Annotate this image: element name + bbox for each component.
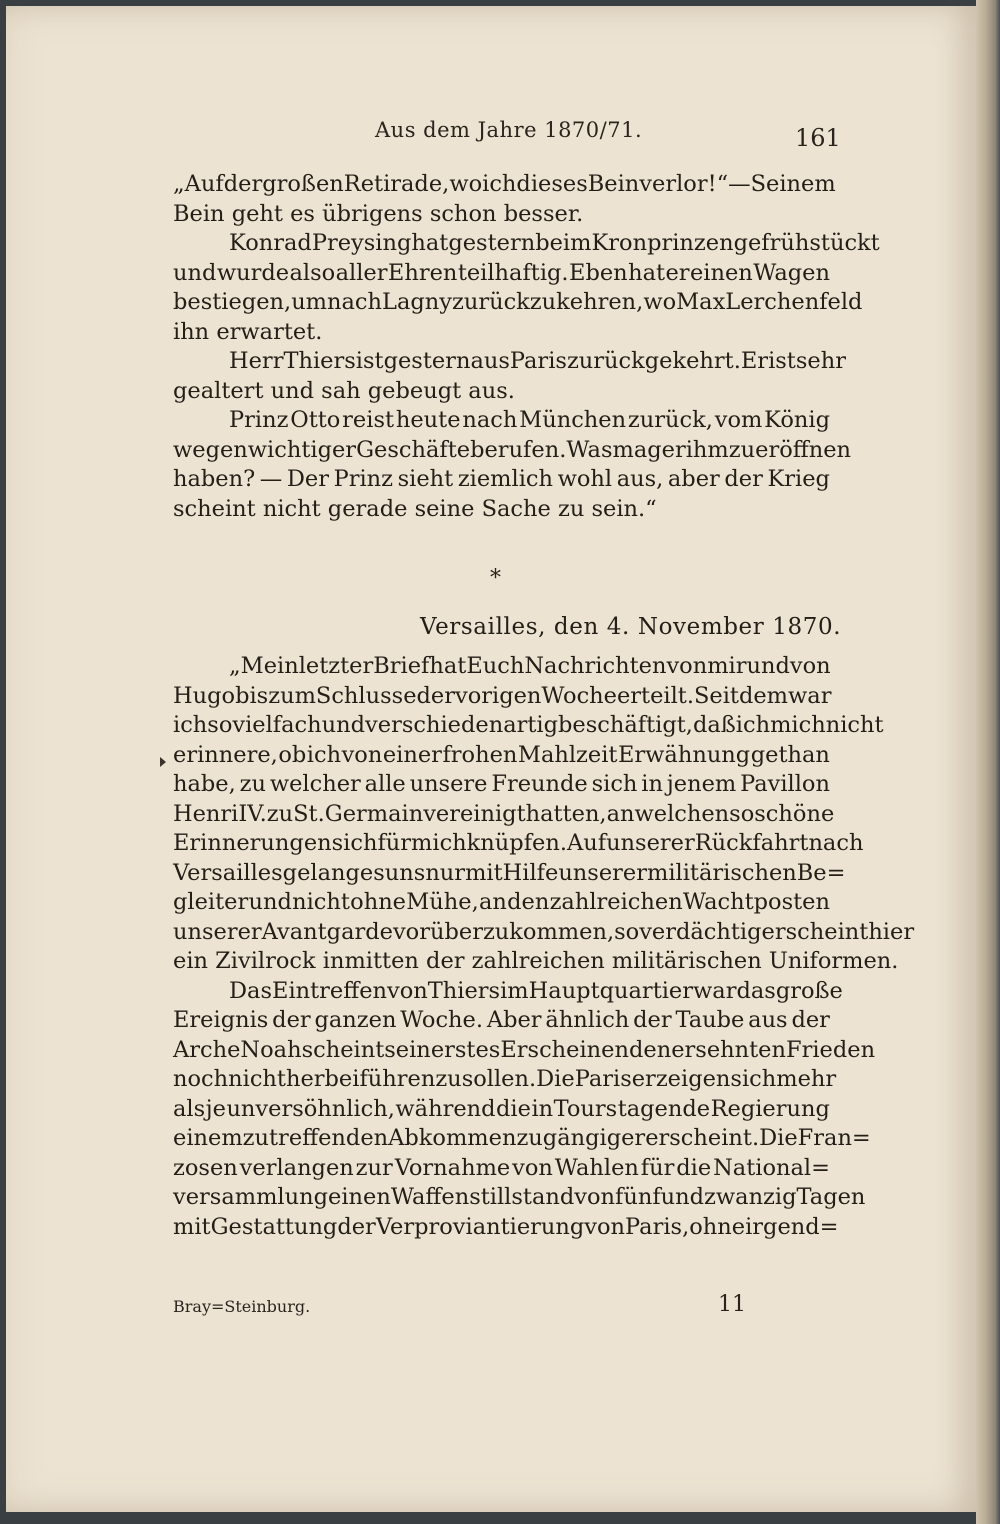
text-line: und wurde also aller Ehren teilhaftig. Eben hat er einen Wagen [173, 259, 830, 286]
text-line: Das Eintreffen von Thiers im Hauptquartier war das große [229, 977, 843, 1004]
text-line: bestiegen, um nach Lagny zurückzukehren, wo Max Lerchenfeld [173, 289, 863, 315]
text-line: versammlung einen Waffenstillstand von fünfundzwanzig Tagen [173, 1184, 866, 1210]
text-line: wegen wichtiger Geschäfte berufen. Was mag er ihm zu eröffnen [173, 436, 852, 463]
page-number: 161 [795, 124, 841, 152]
text-line: Versailles gelang es uns nur mit Hilfe unserer militärischen Be= [173, 859, 846, 886]
text-line: mit Gestattung der Verproviantierung von Paris, ohne irgend= [173, 1213, 839, 1240]
text-line: Konrad Preysing hat gestern beim Kronprinzen gefrühstückt [229, 230, 880, 256]
text-line: als je unversöhnlich, während die in Tours tagende Regierung [173, 1095, 830, 1122]
text-line: Hugo bis zum Schlusse der vorigen Woche erteilt. Seitdem war [173, 682, 832, 709]
running-head: Aus dem Jahre 1870/71. [375, 118, 643, 142]
text-line: Ereignis der ganzen Woche. Aber ähnlich der Taube aus der [173, 1007, 830, 1033]
text-line: habe, zu welcher alle unsere Freunde sich in jenem Pavillon [173, 771, 830, 797]
text-line: Herr Thiers ist gestern aus Paris zurückgekehrt. Er ist sehr [229, 348, 846, 374]
text-line: Erinnerungen sich für mich knüpfen. Auf unserer Rückfahrt nach [173, 830, 864, 856]
text-line: Bein geht es übrigens schon besser. [173, 200, 584, 227]
text-line: ihn erwartet. [173, 318, 323, 345]
text-line: „Mein letzter Brief hat Euch Nachrichten von mir und von [229, 653, 831, 679]
section-separator: * [490, 566, 501, 591]
text-block-1 [173, 170, 880, 524]
text-line: Prinz Otto reist heute nach München zurück, vom König [229, 407, 830, 433]
signature-mark: 11 [718, 1292, 746, 1317]
text-block-2 [173, 652, 915, 1242]
text-line: zosen verlangen zur Vornahme von Wahlen für die National= [173, 1154, 830, 1181]
text-line: scheint nicht gerade seine Sache zu sein.“ [173, 495, 657, 522]
text-line: Arche Noah scheint sein erstes Erscheinen den ersehnten Frieden [173, 1036, 876, 1063]
text-line: erinnere, ob ich von einer frohen Mahlzeit Erwähnung gethan [173, 741, 830, 768]
text-line: gleiter und nicht ohne Mühe, an den zahlreichen Wachtposten [173, 889, 830, 915]
text-line: „Auf der großen Retirade, wo ich dieses Bein verlor!“ — Seinem [173, 171, 836, 197]
text-line: ich so vielfach und verschiedenartig beschäftigt, daß ich mich nicht [173, 712, 884, 738]
dateline: Versailles, den 4. November 1870. [420, 614, 842, 640]
text-line: ein Zivilrock inmitten der zahlreichen militärischen Uniformen. [173, 948, 899, 974]
text-line: haben? — Der Prinz sieht ziemlich wohl aus, aber der Krieg [173, 466, 830, 492]
text-line: noch nicht herbeiführen zu sollen. Die Pariser zeigen sich mehr [173, 1066, 837, 1092]
text-line: einem zu treffenden Abkommen zugängiger erscheint. Die Fran= [173, 1125, 871, 1151]
page-edge [976, 0, 1000, 1524]
text-line: gealtert und sah gebeugt aus. [173, 377, 515, 404]
signature-line: Bray=Steinburg. [173, 1297, 311, 1316]
text-line: Henri IV. zu St. Germain vereinigt hatten, an welchen so schöne [173, 800, 835, 827]
text-line: unserer Avantgarde vorüberzukommen, so verdächtig erscheint hier [173, 918, 915, 945]
